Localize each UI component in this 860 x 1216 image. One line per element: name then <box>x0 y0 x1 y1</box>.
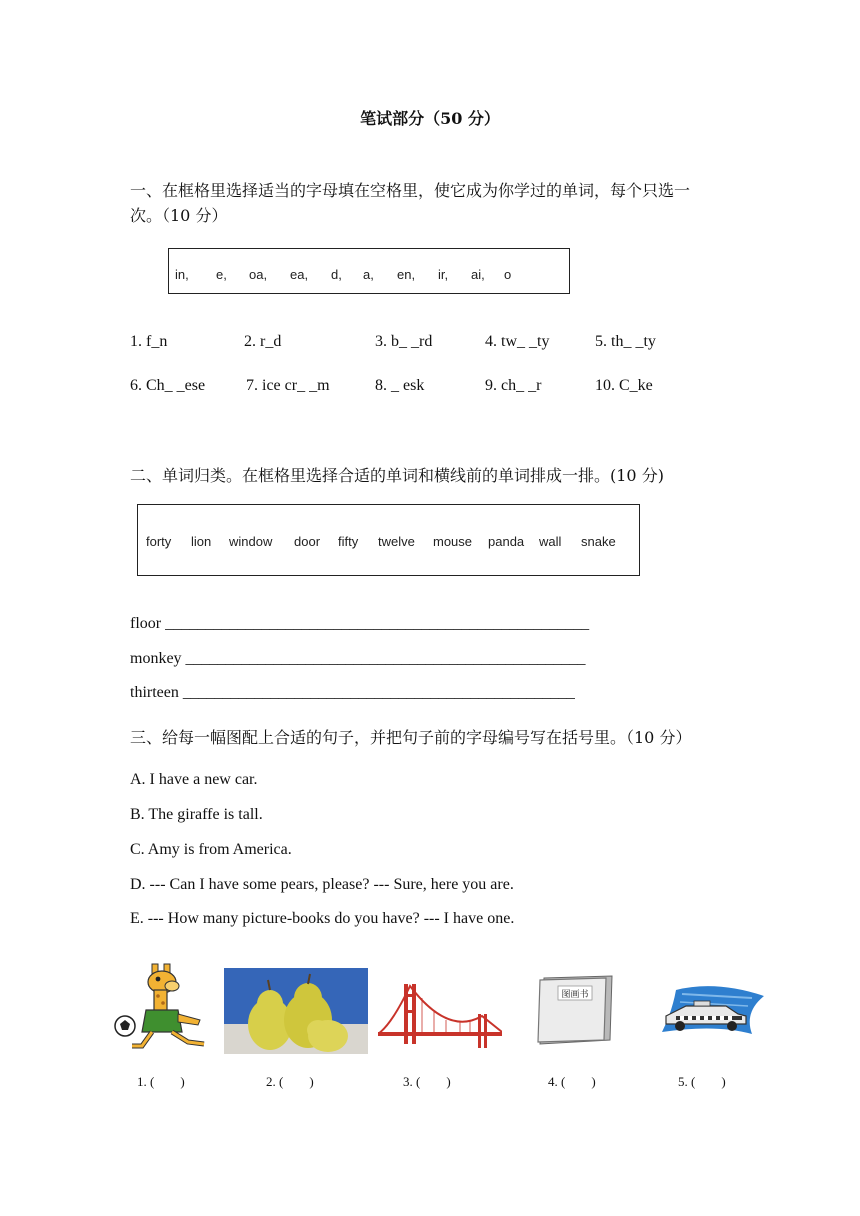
answer-line[interactable]: __________________________________________________ <box>185 650 586 667</box>
row-label: floor <box>130 615 162 632</box>
answer-line[interactable]: _________________________________________________ <box>182 684 575 701</box>
section1-instruction-line1: 一、在框格里选择适当的字母填在空格里，使它成为你学过的单词，每个只选一 <box>130 181 691 200</box>
letter-option: en, <box>397 267 416 282</box>
golden-gate-bridge-picture <box>378 966 502 1062</box>
fill-item: 8. _ esk <box>375 377 425 394</box>
letter-option: d, <box>331 267 342 282</box>
fill-item: 3. b_ _rd <box>375 333 433 350</box>
fill-item: 9. ch_ _r <box>485 377 542 394</box>
word-option: twelve <box>378 534 415 549</box>
page-title: 笔试部分（50 分） <box>360 109 500 128</box>
sentence-a: A. I have a new car. <box>130 771 258 788</box>
fill-item: 10. C_ke <box>595 377 653 394</box>
letter-option: in, <box>175 267 189 282</box>
fill-item: 5. th_ _ty <box>595 333 656 350</box>
sentence-c: C. Amy is from America. <box>130 841 292 858</box>
word-option: wall <box>539 534 562 549</box>
word-option: door <box>294 534 321 549</box>
car-picture <box>656 962 766 1058</box>
row-label: thirteen <box>130 684 179 701</box>
section1-instruction-line2: 次。（10 分） <box>130 206 228 225</box>
sentence-b: B. The giraffe is tall. <box>130 806 263 823</box>
word-option: window <box>229 534 273 549</box>
section3-instruction: 三、给每一幅图配上合适的句子，并把句子前的字母编号写在括号里。（10 分） <box>130 728 692 747</box>
letter-option: oa, <box>249 267 268 282</box>
word-option: fifty <box>338 534 359 549</box>
classify-row-monkey <box>130 650 586 668</box>
picture-caption[interactable]: 4. ( ) <box>548 1074 596 1089</box>
classify-row-floor <box>130 615 589 633</box>
letter-option: a, <box>363 267 374 282</box>
letter-option: ea, <box>290 267 309 282</box>
fill-item: 7. ice cr_ _m <box>246 377 330 394</box>
fill-item: 6. Ch_ _ese <box>130 377 206 394</box>
word-option: forty <box>146 534 172 549</box>
word-option: panda <box>488 534 525 549</box>
book-cover-text: 图画书 <box>561 990 589 1000</box>
picture-caption[interactable]: 3. ( ) <box>403 1074 451 1089</box>
section2-instruction: 二、单词归类。在框格里选择合适的单词和横线前的单词排成一排。(10 分) <box>130 466 664 485</box>
letter-option: e, <box>216 267 227 282</box>
row-label: monkey <box>130 650 182 667</box>
letter-option: ai, <box>471 267 485 282</box>
sentence-d: D. --- Can I have some pears, please? --- Sure, here you are. <box>130 876 514 893</box>
letter-option: o <box>504 267 512 282</box>
picture-caption[interactable]: 1. ( ) <box>137 1074 185 1089</box>
fill-item: 4. tw_ _ty <box>485 333 550 350</box>
sentence-e: E. --- How many picture-books do you have? --- I have one. <box>130 910 515 927</box>
word-option: lion <box>191 534 212 549</box>
word-choice-box <box>137 504 640 576</box>
giraffe-football-picture <box>112 960 212 1056</box>
pears-picture <box>224 963 368 1059</box>
letter-choice-box <box>168 248 570 294</box>
classify-row-thirteen <box>130 684 575 702</box>
answer-line[interactable]: _____________________________________________________ <box>165 615 590 632</box>
letter-option: ir, <box>438 267 449 282</box>
picture-caption[interactable]: 2. ( ) <box>266 1074 314 1089</box>
picture-caption[interactable]: 5. ( ) <box>678 1074 726 1089</box>
picture-book-picture <box>534 962 616 1058</box>
word-option: mouse <box>433 534 473 549</box>
word-option: snake <box>581 534 616 549</box>
fill-item: 1. f_n <box>130 333 168 350</box>
fill-item: 2. r_d <box>244 333 282 350</box>
